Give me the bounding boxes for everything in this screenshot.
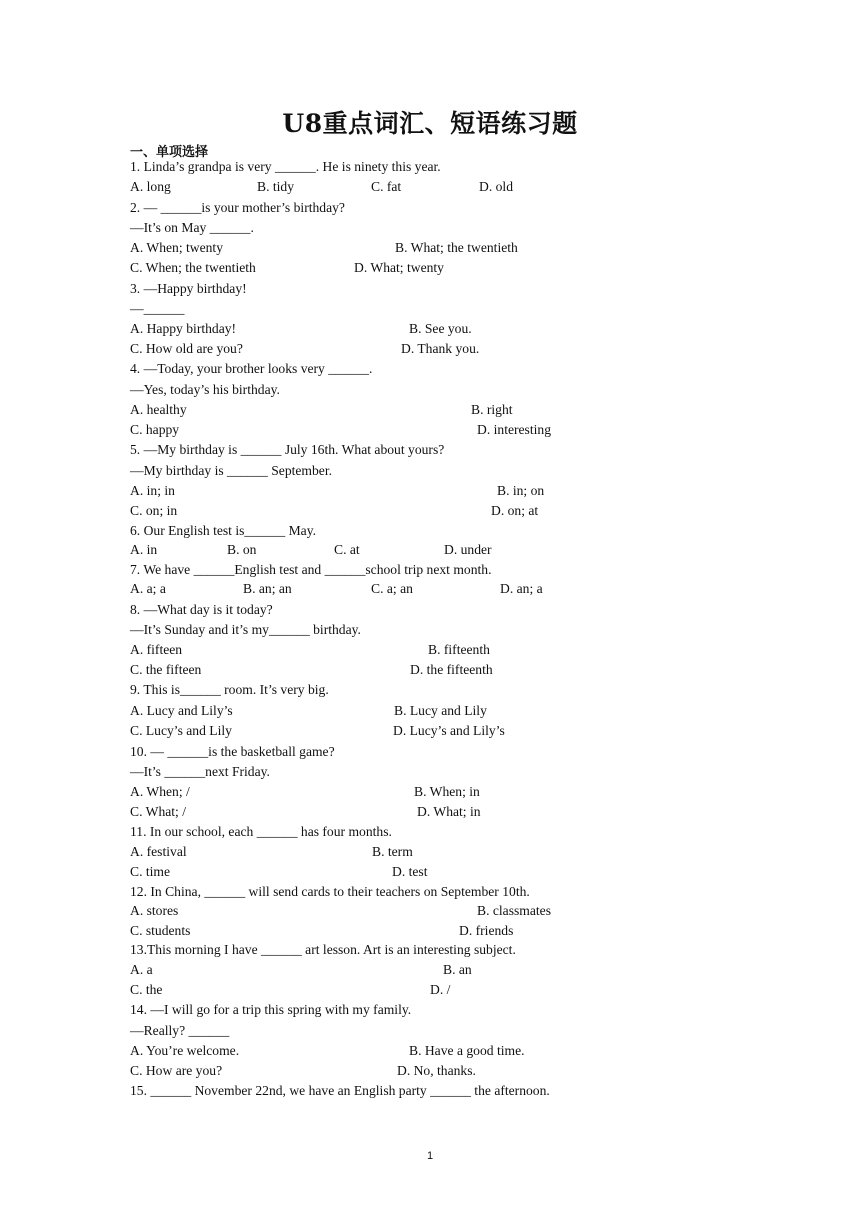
option-text: C. Lucy’s and Lily — [130, 723, 232, 738]
question-line: 11. In our school, each ______ has four months. — [130, 824, 392, 839]
option-text: A. festival — [130, 844, 187, 859]
option-text: B. term — [372, 844, 413, 859]
question-line: —My birthday is ______ September. — [130, 463, 333, 478]
option-text: D. under — [444, 542, 492, 557]
question-line: 10. — ______is the basketball game? — [130, 744, 335, 759]
option-text: C. at — [334, 542, 360, 557]
option-text: D. What; twenty — [354, 260, 444, 275]
option-text: C. students — [130, 923, 191, 938]
option-text: A. long — [130, 179, 171, 194]
question-line: —It’s ______next Friday. — [130, 764, 270, 779]
option-text: A. a; a — [130, 581, 166, 596]
option-text: D. / — [430, 982, 451, 997]
option-text: B. What; the twentieth — [395, 240, 518, 255]
question-line: —Really? ______ — [130, 1023, 230, 1038]
option-text: C. How are you? — [130, 1063, 223, 1078]
option-text: A. fifteen — [130, 642, 183, 657]
question-line: 2. — ______is your mother’s birthday? — [130, 200, 345, 215]
option-text: A. a — [130, 962, 153, 977]
option-text: D. No, thanks. — [397, 1063, 476, 1078]
option-text: C. happy — [130, 422, 180, 437]
option-text: D. friends — [459, 923, 514, 938]
question-line: 4. —Today, your brother looks very ______. — [130, 361, 373, 376]
option-text: C. What; / — [130, 804, 187, 819]
question-line: 15. ______ November 22nd, we have an English party ______ the afternoon. — [130, 1083, 550, 1098]
question-line: —It’s Sunday and it’s my______ birthday. — [130, 622, 361, 637]
question-line: 12. In China, ______ will send cards to their teachers on September 10th. — [130, 884, 530, 899]
option-text: A. Happy birthday! — [130, 321, 237, 336]
page-title: U8重点词汇、短语练习题 — [282, 109, 578, 138]
option-text: C. fat — [371, 179, 402, 194]
option-text: A. You’re welcome. — [130, 1043, 240, 1058]
option-text: B. classmates — [477, 903, 551, 918]
option-text: D. on; at — [491, 503, 539, 518]
question-line: 13.This morning I have ______ art lesson. Art is an interesting subject. — [130, 942, 516, 957]
option-text: B. tidy — [257, 179, 295, 194]
question-line: 9. This is______ room. It’s very big. — [130, 682, 329, 697]
option-text: D. Lucy’s and Lily’s — [393, 723, 505, 738]
option-text: C. When; the twentieth — [130, 260, 256, 275]
option-text: C. the — [130, 982, 163, 997]
page-number: 1 — [426, 1150, 434, 1162]
option-text: B. an; an — [243, 581, 292, 596]
option-text: B. See you. — [409, 321, 472, 336]
option-text: A. When; / — [130, 784, 190, 799]
option-text: D. test — [392, 864, 428, 879]
question-line: —Yes, today’s his birthday. — [130, 382, 280, 397]
option-text: D. the fifteenth — [410, 662, 493, 677]
question-line: 14. —I will go for a trip this spring with my family. — [130, 1002, 412, 1017]
option-text: A. in — [130, 542, 158, 557]
option-text: B. fifteenth — [428, 642, 490, 657]
option-text: A. in; in — [130, 483, 175, 498]
question-line: 7. We have ______English test and ______school trip next month. — [130, 562, 492, 577]
option-text: B. When; in — [414, 784, 480, 799]
option-text: A. healthy — [130, 402, 187, 417]
question-line: 1. Linda’s grandpa is very ______. He is ninety this year. — [130, 159, 441, 174]
section-heading: 一、单项选择 — [130, 145, 209, 160]
option-text: C. the fifteen — [130, 662, 202, 677]
option-text: A. Lucy and Lily’s — [130, 703, 233, 718]
question-line: 6. Our English test is______ May. — [130, 523, 317, 538]
option-text: B. Have a good time. — [409, 1043, 525, 1058]
option-text: D. old — [479, 179, 513, 194]
question-line: 8. —What day is it today? — [130, 602, 273, 617]
question-line: 5. —My birthday is ______ July 16th. What about yours? — [130, 442, 445, 457]
option-text: A. When; twenty — [130, 240, 223, 255]
option-text: C. a; an — [371, 581, 413, 596]
option-text: B. an — [443, 962, 472, 977]
option-text: D. What; in — [417, 804, 481, 819]
option-text: C. on; in — [130, 503, 178, 518]
option-text: C. time — [130, 864, 171, 879]
option-text: C. How old are you? — [130, 341, 243, 356]
option-text: A. stores — [130, 903, 179, 918]
question-line: —______ — [130, 301, 185, 316]
option-text: B. right — [471, 402, 513, 417]
option-text: B. on — [227, 542, 257, 557]
option-text: D. an; a — [500, 581, 543, 596]
question-line: 3. —Happy birthday! — [130, 281, 247, 296]
question-line: —It’s on May ______. — [130, 220, 254, 235]
option-text: D. Thank you. — [401, 341, 480, 356]
option-text: D. interesting — [477, 422, 551, 437]
option-text: B. Lucy and Lily — [394, 703, 487, 718]
option-text: B. in; on — [497, 483, 545, 498]
